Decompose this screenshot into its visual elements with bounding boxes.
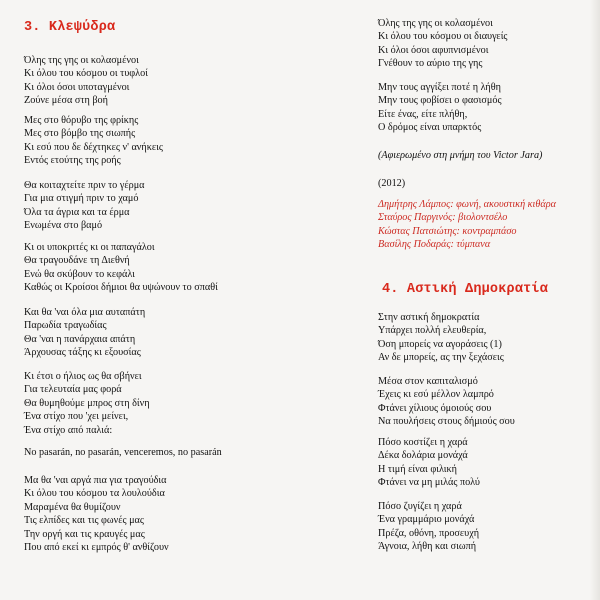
verse-line: Μέσα στον καπιταλισμό [378, 376, 478, 387]
verse-line: Κι όλου του κόσμου τα λουλούδια [24, 488, 165, 500]
verse-line: Μην τους αγγίξει ποτέ η λήθη [378, 82, 501, 93]
verse-line: Θα τραγουδάνε τη Διεθνή [24, 255, 130, 267]
verse-line: Την οργή και τις κραυγές μας [24, 528, 145, 540]
verse-line: Θα κοιταχτείτε πριν το γέρμα [24, 180, 145, 191]
stanza-3 [24, 179, 145, 233]
verse-line: Που από εκεί κι εμπρός θ' ανθίζουν [24, 542, 169, 554]
verse-line: Πρέζα, οθόνη, προσευχή [378, 527, 480, 539]
verse-line: Κι όλου του κόσμου οι τυφλοί [24, 68, 148, 80]
stanza-6 [24, 370, 150, 437]
stanza-14 [378, 500, 479, 554]
stanza-1 [24, 54, 148, 108]
verse-line: Μα θα 'ναι αργά πια για τραγούδια [24, 475, 167, 486]
verse-line: Και θα 'ναι όλα μια αυταπάτη [24, 307, 146, 318]
verse-line: Να πουλήσεις στους δήμιούς σου [378, 416, 515, 428]
verse-line: Φτάνει να μη μιλάς πολύ [378, 477, 480, 489]
verse-line: Ενωμένα στο βαμό [24, 220, 103, 232]
verse-line: Όση μπορείς να αγοράσεις (1) [378, 338, 502, 350]
verse-line: Μην τους φοβίσει ο φασισμός [378, 95, 502, 107]
verse-line: Μες στο θόρυβο της φρίκης [24, 115, 139, 126]
credit-line: Σταύρος Παργινός: βιολοντσέλο [378, 212, 508, 224]
year: (2012) [378, 178, 406, 189]
verse-line: Θα 'ναι η πανάρχαια απάτη [24, 333, 136, 345]
song-title-astiki-dimokratia: 4. Αστική Δημοκρατία [382, 282, 549, 297]
verse-line: Για τελευταία μας φορά [24, 384, 122, 396]
verse-line: Φτάνει χίλιους όμοιούς σου [378, 402, 492, 414]
stanza-13 [378, 436, 480, 490]
stanza-7 [24, 446, 222, 459]
credit-line: Κώστας Πατσιώτης: κοντραμπάσο [378, 225, 517, 237]
verse-line: Κι όλου του κόσμου οι διαυγείς [378, 31, 508, 43]
verse-line: Κι οι υποκριτές κι οι παπαγάλοι [24, 242, 155, 253]
verse-line: Στην αστική δημοκρατία [378, 312, 480, 323]
verse-line: Τις ελπίδες και τις φωνές μας [24, 515, 144, 527]
verse-line: Όλης της γης οι κολασμένοι [24, 55, 139, 66]
verse-line: Ενώ θα σκύβουν το κεφάλι [24, 268, 135, 280]
verse-line: Κι εσύ που δε δέχτηκες ν' ανήκεις [24, 141, 163, 153]
verse-line: Όλα τα άγρια και τα έρμα [24, 206, 130, 218]
verse-line: Ένα στίχο από παλιά: [24, 424, 113, 436]
verse-line: Για μια στιγμή πριν το χαμό [24, 193, 139, 205]
song-title-klepsydra: 3. Κλεψύδρα [24, 20, 116, 35]
stanza-9 [378, 17, 507, 71]
verse-line: Όλης της γης οι κολασμένοι [378, 18, 493, 29]
verse-line: Μες στο βόμβο της σιωπής [24, 128, 136, 140]
verse-line: Θα θυμηθούμε μπρος στη δίνη [24, 397, 150, 409]
verse-line: Πόσο κοστίζει η χαρά [378, 437, 468, 448]
verse-line: Παρωδία τραγωδίας [24, 320, 107, 332]
verse-line: Γνέθουν το αύριο της γης [378, 58, 483, 70]
verse-line: Κι όλοι όσοι υποταγμένοι [24, 81, 130, 93]
verse-line: Υπάρχει πολλή ελευθερία, [378, 325, 487, 337]
stanza-12 [378, 375, 515, 429]
verse-line: Είτε ένας, είτε πλήθη, [378, 108, 468, 120]
verse-line: Μαραμένα θα θυμίζουν [24, 501, 121, 513]
verse-line: No pasarán, no pasarán, venceremos, no pasarán [24, 447, 222, 458]
verse-line: Δέκα δολάρια μονάχά [378, 450, 468, 462]
stanza-4 [24, 241, 218, 295]
stanza-8 [24, 474, 169, 554]
verse-line: Ένα στίχο που 'χει μείνει, [24, 411, 129, 423]
verse-line: Άρχουσας τάξης κι εξουσίας [24, 347, 141, 359]
stanza-2 [24, 114, 163, 168]
credit-line: Δημήτρης Λάμπος: φωνή, ακουστική κιθάρα [378, 199, 556, 210]
verse-line: Ένα γραμμάριο μονάχά [378, 514, 475, 526]
verse-line: Πόσο ζυγίζει η χαρά [378, 501, 462, 512]
stanza-5 [24, 306, 145, 360]
verse-line: Ζούνε μέσα στη βοή [24, 95, 108, 107]
verse-line: Άγνοια, λήθη και σιωπή [378, 541, 477, 553]
credits [378, 198, 556, 252]
verse-line: Αν δε μπορείς, ας την ξεχάσεις [378, 352, 504, 364]
verse-line: Η τιμή είναι φιλική [378, 463, 457, 475]
credit-line: Βασίλης Ποδαράς: τύμπανα [378, 239, 491, 251]
verse-line: Κι έτσι ο ήλιος ως θα σβήνει [24, 371, 142, 382]
verse-line: Ο δρόμος είναι υπαρκτός [378, 122, 482, 134]
dedication: (Αφιερωμένο στη μνήμη του Victor Jara) [378, 150, 543, 161]
verse-line: Κι όλοι όσοι αφυπνισμένοι [378, 44, 489, 56]
verse-line: Έχεις κι εσύ μέλλον λαμπρό [378, 389, 494, 401]
page-edge [590, 0, 600, 600]
stanza-11 [378, 311, 504, 365]
verse-line: Καθώς οι Κροίσοι δήμιοι θα υψώνουν το σπαθί [24, 282, 218, 294]
stanza-10 [378, 81, 501, 135]
verse-line: Εντός ετούτης της ροής [24, 155, 121, 167]
